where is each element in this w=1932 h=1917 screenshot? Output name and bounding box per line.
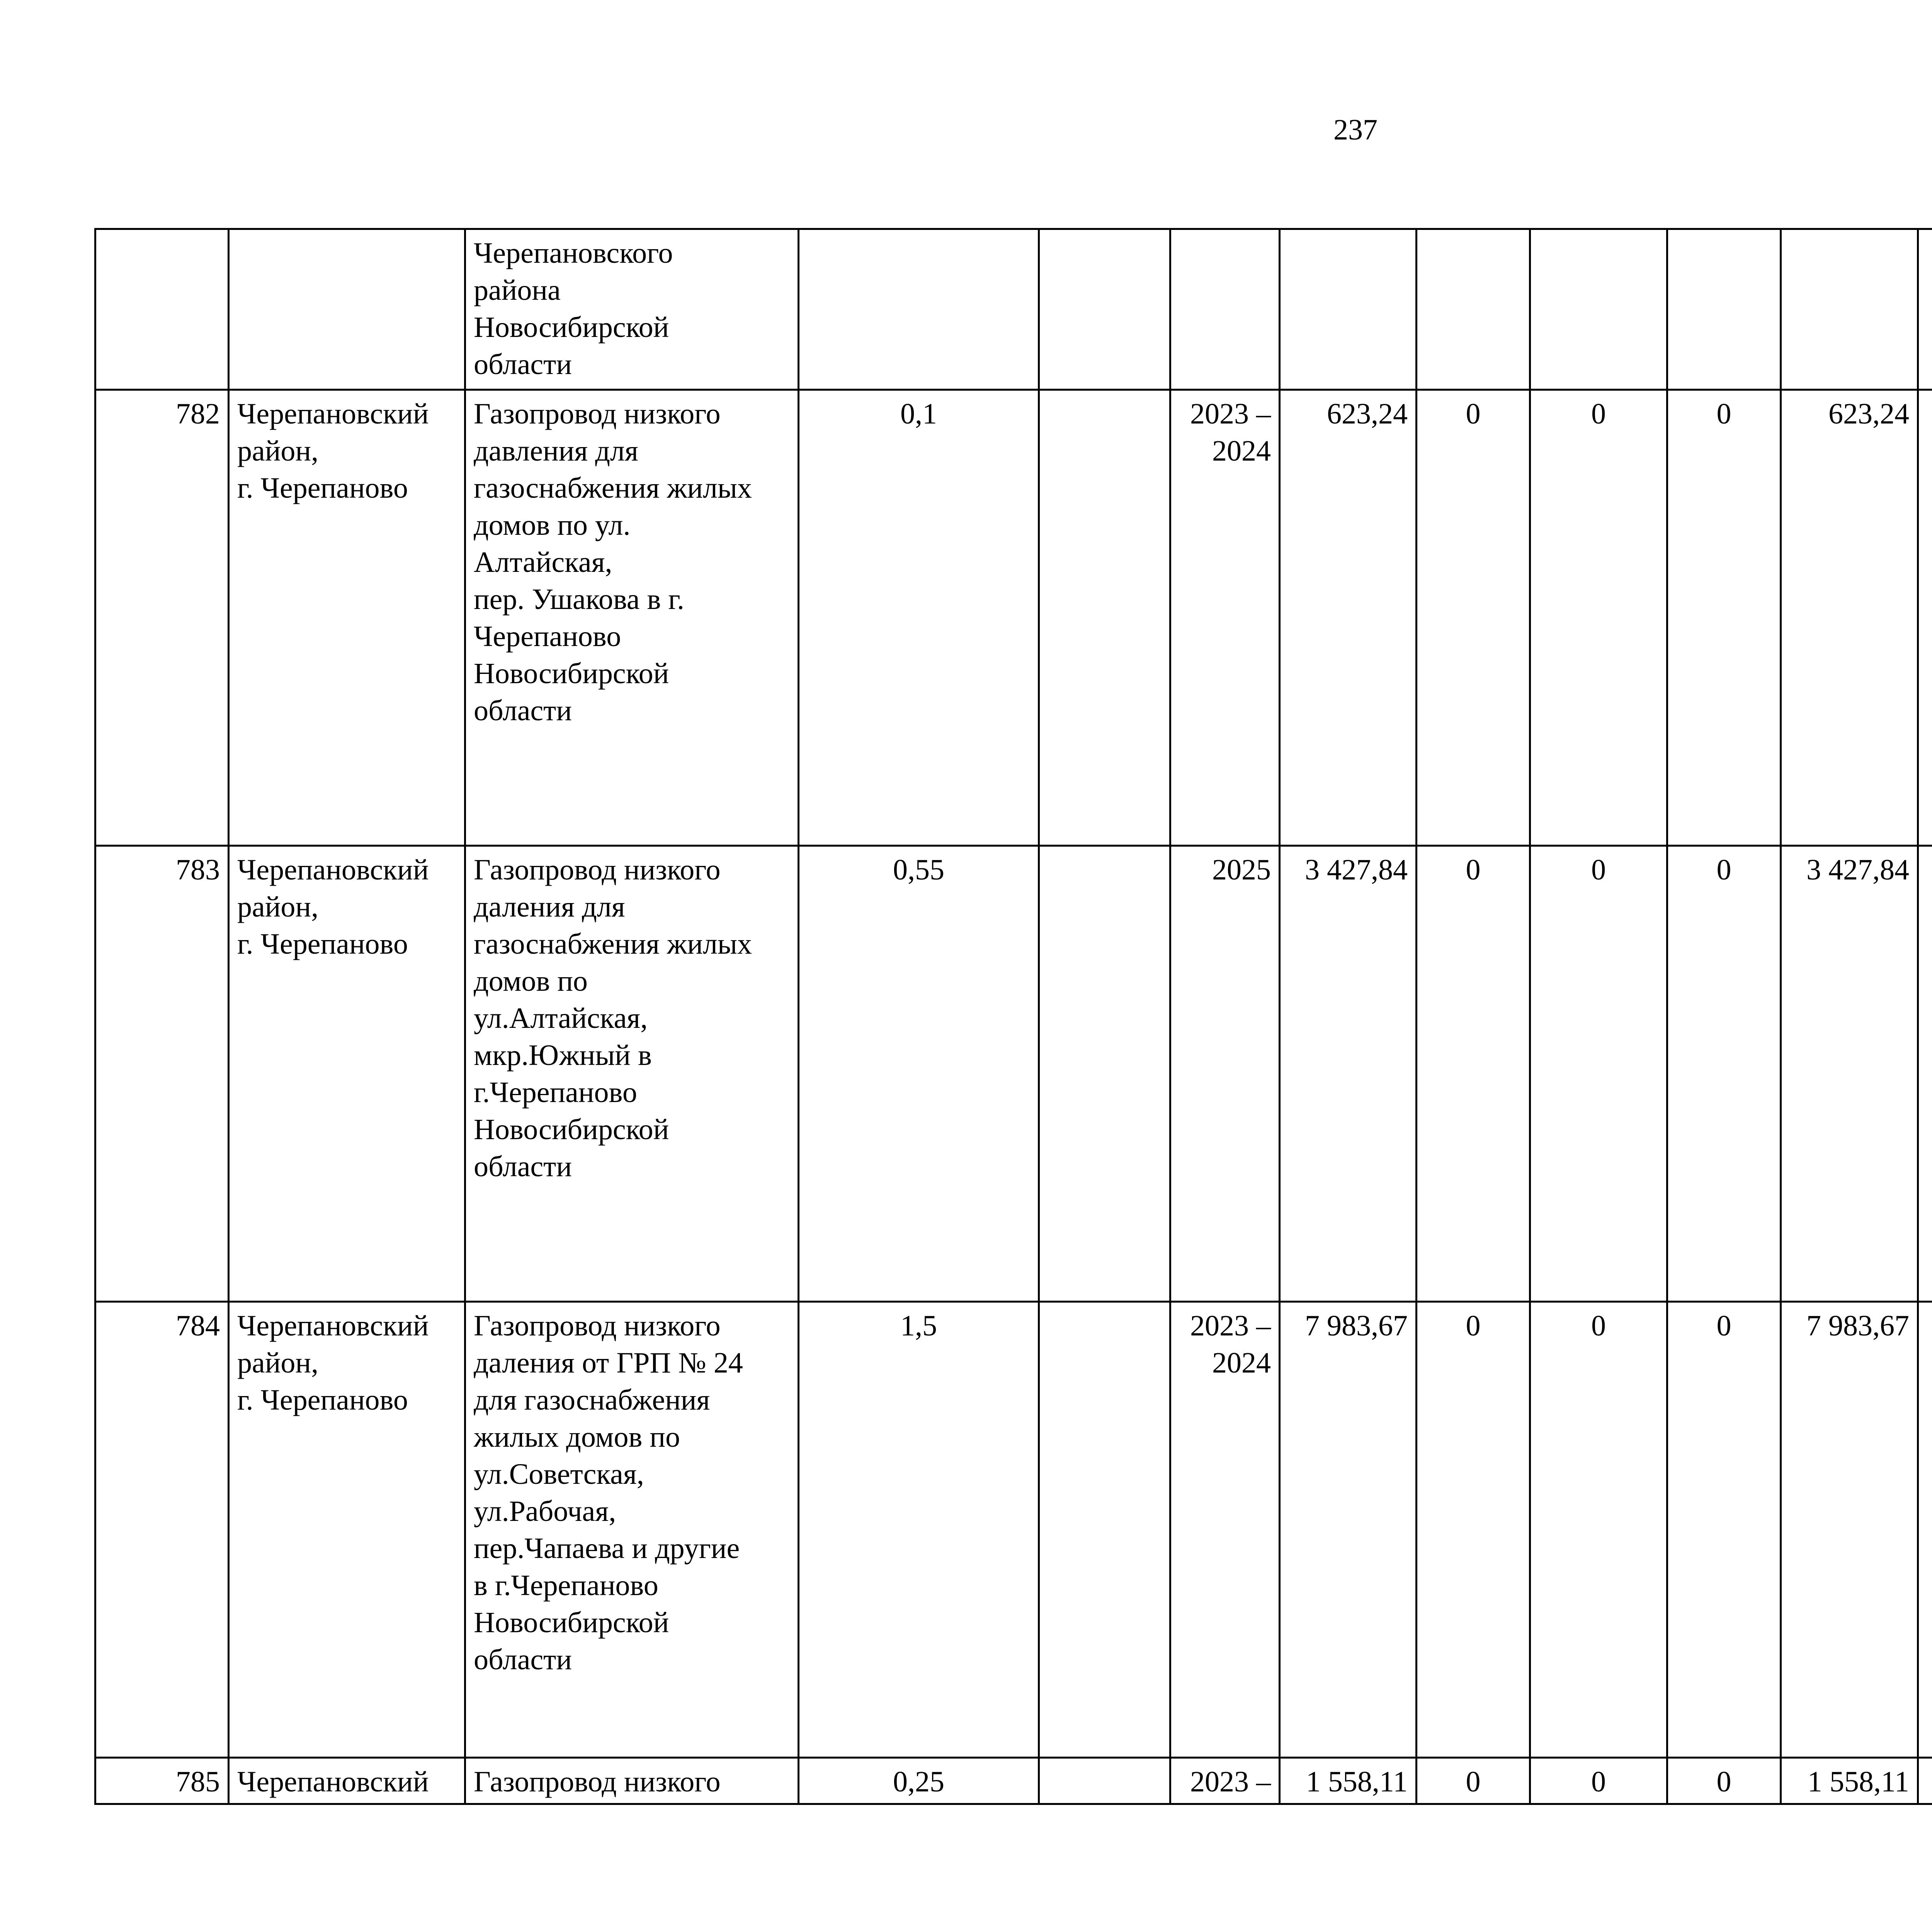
cell-federal: 0 — [1417, 1758, 1530, 1804]
table-row — [95, 229, 1932, 390]
cell-length: 0,1 — [799, 390, 1039, 846]
cell-object: Газопровод низкого давления для газоснабжения жилых домов по ул. Алтайская, пер. Ушакова в г. Черепаново Новосибирской области — [465, 390, 799, 846]
cell-organization — [1918, 1758, 1932, 1804]
cell-length: 1,5 — [799, 1302, 1039, 1758]
cell-length: 0,25 — [799, 1758, 1039, 1804]
cell-organization — [1918, 1302, 1932, 1758]
cell-regional: 0 — [1530, 846, 1667, 1302]
cell-local: 0 — [1667, 390, 1781, 846]
cell-number: 785 — [95, 1758, 229, 1804]
table-row — [95, 846, 1932, 1302]
cell-period: 2023 – 2024 — [1170, 1302, 1280, 1758]
cell-empty — [1039, 846, 1170, 1302]
table-row — [95, 1758, 1932, 1804]
cell-federal: 0 — [1417, 390, 1530, 846]
cell-district: Черепановский район, г. Черепаново — [229, 846, 465, 1302]
cell-period: 2023 – 2024 — [1170, 390, 1280, 846]
cell-regional: 0 — [1530, 1302, 1667, 1758]
cell-object: Газопровод низкого даления от ГРП № 24 для газоснабжения жилых домов по ул.Советская, ул.Рабочая, пер.Чапаева и другие в г.Черепаново Новосибирской области — [465, 1302, 799, 1758]
cell-regional: 0 — [1530, 1758, 1667, 1804]
cell-total — [1280, 229, 1417, 390]
cell-total: 7 983,67 — [1280, 1302, 1417, 1758]
cell-regional — [1530, 229, 1667, 390]
cell-number — [95, 229, 229, 390]
cell-district: Черепановский район, г. Черепаново — [229, 390, 465, 846]
cell-other: 7 983,67 — [1781, 1302, 1918, 1758]
cell-empty — [1039, 229, 1170, 390]
cell-empty — [1039, 1302, 1170, 1758]
cell-organization — [1918, 846, 1932, 1302]
cell-district: Черепановский — [229, 1758, 465, 1804]
cell-local: 0 — [1667, 1302, 1781, 1758]
cell-federal: 0 — [1417, 846, 1530, 1302]
cell-total: 1 558,11 — [1280, 1758, 1417, 1804]
cell-number: 782 — [95, 390, 229, 846]
cell-other: 1 558,11 — [1781, 1758, 1918, 1804]
cell-total: 3 427,84 — [1280, 846, 1417, 1302]
cell-district — [229, 229, 465, 390]
cell-length: 0,55 — [799, 846, 1039, 1302]
cell-period — [1170, 229, 1280, 390]
cell-other: 3 427,84 — [1781, 846, 1918, 1302]
cell-local: 0 — [1667, 1758, 1781, 1804]
cell-object: Черепановского района Новосибирской области — [465, 229, 799, 390]
cell-period: 2025 — [1170, 846, 1280, 1302]
cell-local — [1667, 229, 1781, 390]
cell-federal — [1417, 229, 1530, 390]
cell-organization — [1918, 390, 1932, 846]
cell-empty — [1039, 390, 1170, 846]
table-row — [95, 390, 1932, 846]
cell-number: 783 — [95, 846, 229, 1302]
cell-district: Черепановский район, г. Черепаново — [229, 1302, 465, 1758]
cell-empty — [1039, 1758, 1170, 1804]
cell-organization — [1918, 229, 1932, 390]
cell-other: 623,24 — [1781, 390, 1918, 846]
cell-number: 784 — [95, 1302, 229, 1758]
cell-federal: 0 — [1417, 1302, 1530, 1758]
page-number: 237 — [1333, 114, 1378, 146]
cell-total: 623,24 — [1280, 390, 1417, 846]
cell-local: 0 — [1667, 846, 1781, 1302]
cell-regional: 0 — [1530, 390, 1667, 846]
investment-table — [94, 228, 1932, 1805]
cell-object: Газопровод низкого даления для газоснабжения жилых домов по ул.Алтайская, мкр.Южный в г.Черепаново Новосибирской области — [465, 846, 799, 1302]
cell-object: Газопровод низкого — [465, 1758, 799, 1804]
cell-length — [799, 229, 1039, 390]
table-row — [95, 1302, 1932, 1758]
cell-other — [1781, 229, 1918, 390]
cell-period: 2023 – — [1170, 1758, 1280, 1804]
